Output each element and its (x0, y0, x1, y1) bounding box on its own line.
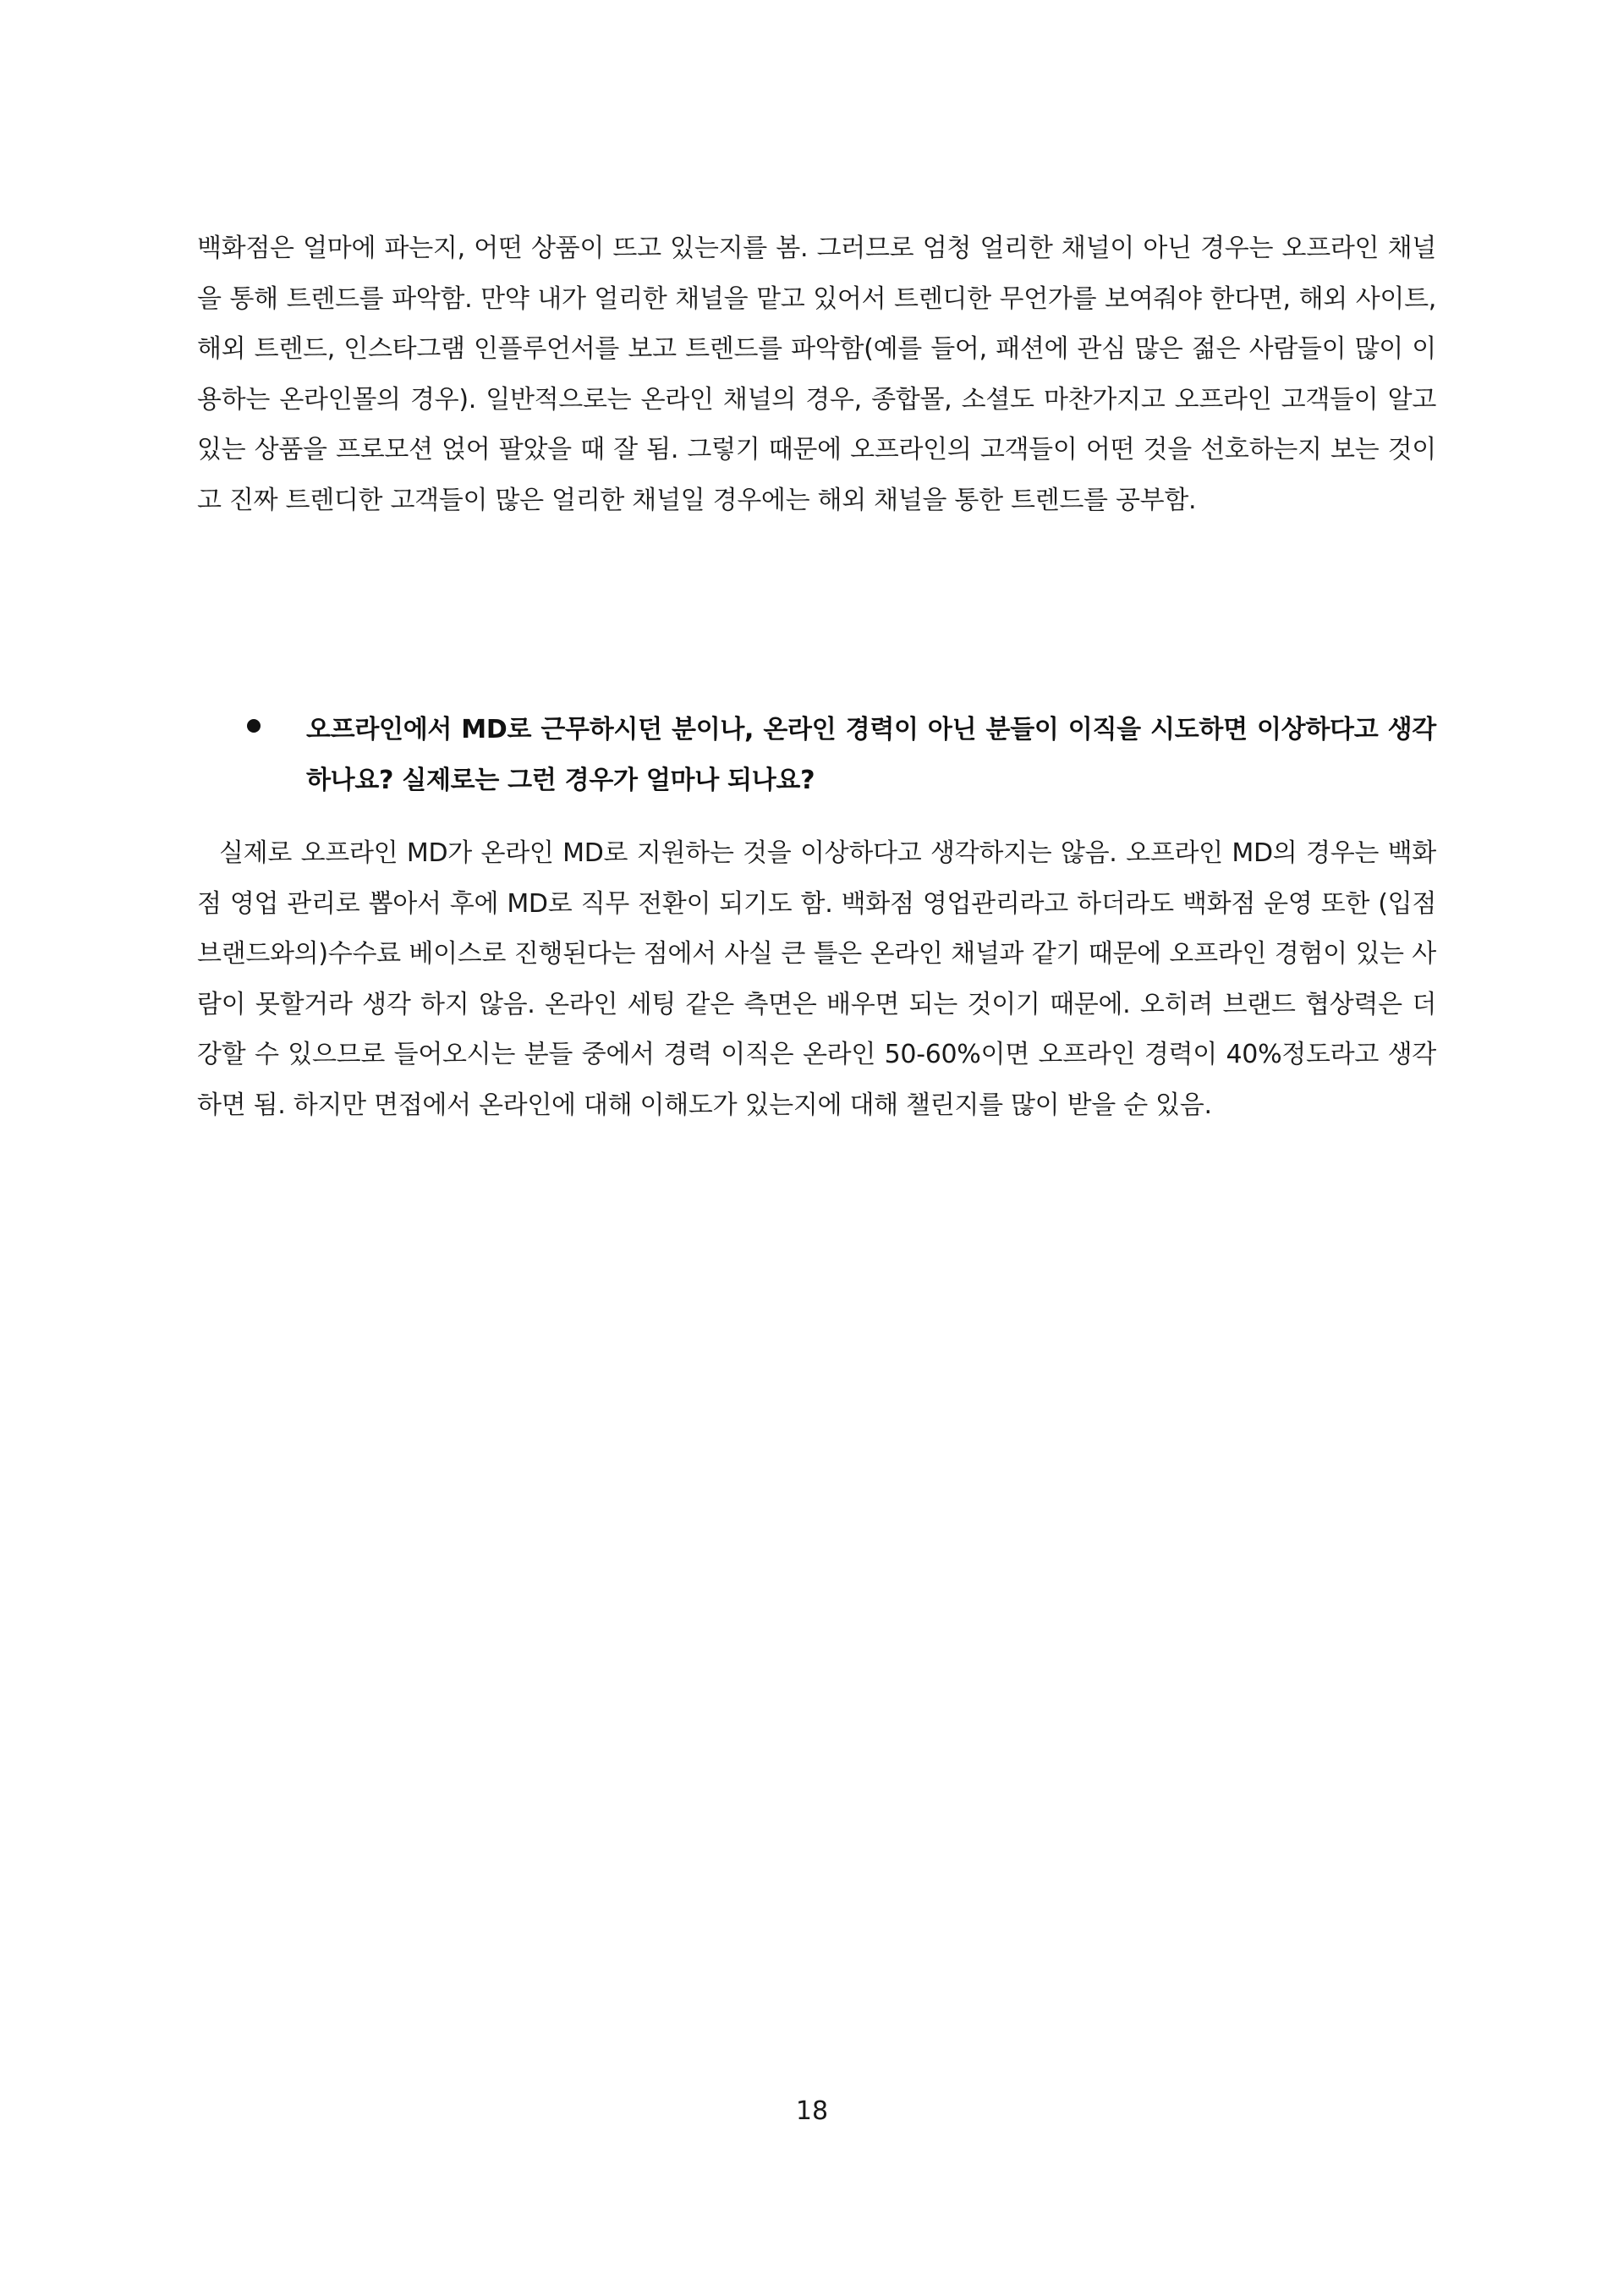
bullet-icon (247, 719, 261, 733)
body-paragraph: 백화점은 얼마에 파는지, 어떤 상품이 뜨고 있는지를 봄. 그러므로 엄청 얼리한 채널이 아닌 경우는 오프라인 채널을 통해 트렌드를 파악함. 만약 내가 얼리한 채널을 맡고 있어서 트렌디한 무언가를 보여줘야 한다면, 해외 사이트, 해외 트렌드, 인스타그램 인플루언서를 보고 트렌드를 파악함(예를 들어, 패션에 관심 많은 젊은 사람들이 많이 이용하는 온라인몰의 경우). 일반적으로는 온라인 채널의 경우, 종합몰, 소셜도 마찬가지고 오프라인 고객들이 알고 있는 상품을 프로모션 얹어 팔았을 때 잘 됨. 그렇기 때문에 오프라인의 고객들이 어떤 것을 선호하는지 보는 것이고 진짜 트렌디한 고객들이 많은 얼리한 채널일 경우에는 해외 채널을 통한 트렌드를 공부함. (197, 233, 1436, 515)
answer-paragraph: 실제로 오프라인 MD가 온라인 MD로 지원하는 것을 이상하다고 생각하지는 않음. 오프라인 MD의 경우는 백화점 영업 관리로 뽑아서 후에 MD로 직무 전환이 되기도 함. 백화점 영업관리라고 하더라도 백화점 운영 또한 (입점 브랜드와의)수수료 베이스로 진행된다는 점에서 사실 큰 틀은 온라인 채널과 같기 때문에 오프라인 경험이 있는 사람이 못할거라 생각 하지 않음. 온라인 세팅 같은 측면은 배우면 되는 것이기 때문에. 오히려 브랜드 협상력은 더 강할 수 있으므로 들어오시는 분들 중에서 경력 이직은 온라인 50-60%이면 오프라인 경력이 40%정도라고 생각하면 됨. 하지만 면접에서 온라인에 대해 이해도가 있는지에 대해 챌린지를 많이 받을 순 있음. (197, 838, 1436, 1120)
question-heading: 오프라인에서 MD로 근무하시던 분이나, 온라인 경력이 아닌 분들이 이직을 시도하면 이상하다고 생각하나요? 실제로는 그런 경우가 얼마나 되나요? (306, 715, 1436, 795)
question-item (250, 705, 1436, 805)
page-number: 18 (795, 2096, 829, 2126)
